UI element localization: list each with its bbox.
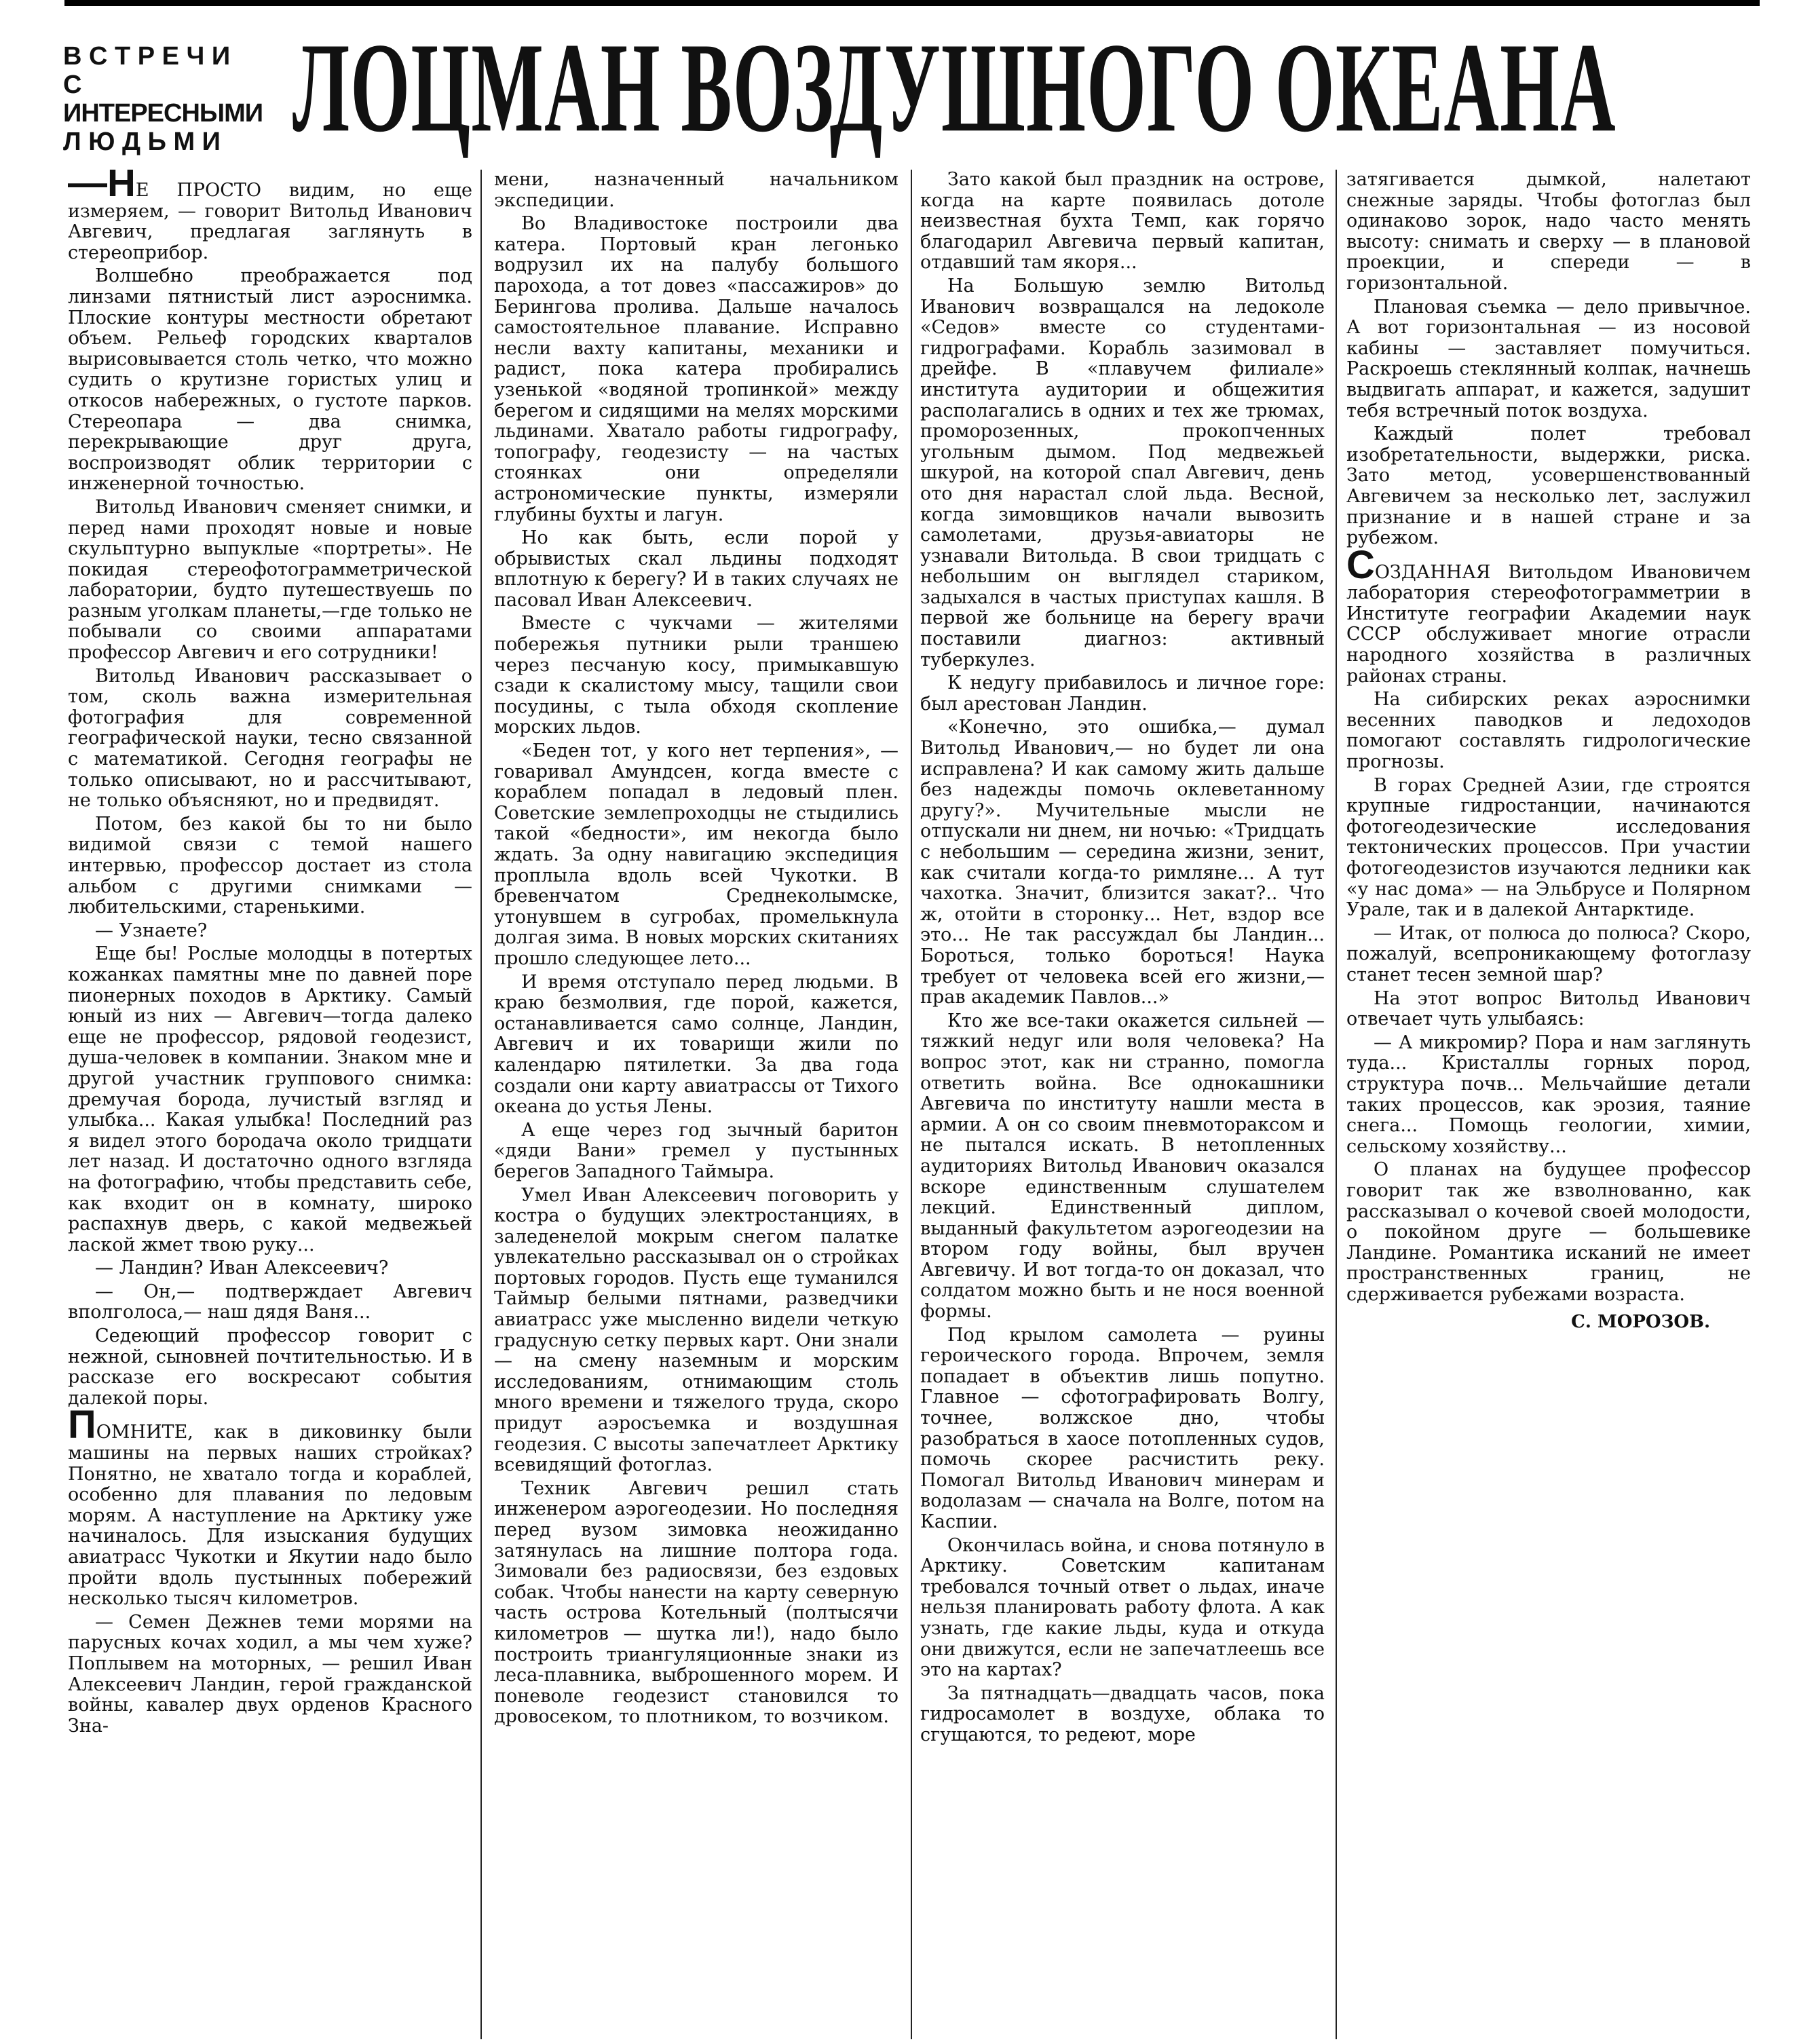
kicker-line: В С Т Р Е Ч И <box>63 42 231 71</box>
paragraph-text: Волшебно преображается под линзами пятнистый лист аэроснимка. Плоские контуры местности обретают объем. Рельеф городских кварталов вырисовывается столь четко, что можно судить о крутизне гористых улиц и откосов набережных, о густоте парков. Стереопара — два снимка, перекрывающие друг друга, воспроизводят облик территории с инженерной точностью. <box>68 265 472 495</box>
paragraph-text: — А микромир? Пора и нам заглянуть туда... Кристаллы горных пород, структура почв... Мельчайшие детали таких процессов, как эрозия, таяние снега... Помощь геологии, химии, сельскому хозяйству... <box>1346 1032 1751 1157</box>
article-paragraph <box>920 1011 1325 1323</box>
paragraph-text: «Беден тот, у кого нет терпения», — говаривал Амундсен, когда вместе с кораблем попадал в ледовый плен. Советские землепроходцы не стыдились такой «бедности», им некогда было ждать. За одну навигацию экспедиция проплыла вдоль всей Чукотки. В бревенчатом Среднеколымске, утонувшем в сугробах, промелькнула долгая зима. В новых морских скитаниях прошло следующее лето... <box>494 740 898 969</box>
top-rule <box>64 0 1760 6</box>
article-paragraph <box>494 741 898 970</box>
article-paragraph <box>494 613 898 738</box>
kicker-line: Л Ю Д Ь М И <box>63 128 221 156</box>
paragraph-text: Плановая съемка — дело привычное. А вот горизонтальная — из носовой кабины — заставляет помучиться. Раскроешь стеклянный колпак, начнешь выдвигать аппарат, и кажется, задушит тебя встречный поток воздуха. <box>1346 296 1751 421</box>
rubric-kicker <box>63 42 270 156</box>
article-paragraph <box>920 673 1325 715</box>
article-paragraph <box>1346 542 1751 687</box>
article-paragraph <box>494 972 898 1118</box>
article-paragraph <box>68 921 472 942</box>
author-signature: С. МОРОЗОВ. <box>1571 1312 1710 1333</box>
paragraph-text: Витольд Иванович рассказывает о том, сколь важна измерительная фотография для современной географической науки, тесно связанной с математикой. Сегодня географы не только описывают, но и рассчитывают, не только объясняют, но и предвидят. <box>68 665 472 812</box>
article-column-1 <box>68 170 472 2039</box>
paragraph-text: Во Владивостоке построили два катера. Портовый кран легонько водрузил их на палубу большого парохода, а тот довез «пассажиров» до Берингова пролива. Дальше началось самостоятельное плавание. Исправно несли вахту капитаны, механики и радист, пока катера пробирались узенькой «водяной тропинкой» между берегом и сидящими на мелях морскими льдинами. Хватало работы гидрографу, топографу, геодезисту — на частых стоянках они определяли астрономические пункты, измеряли глубины бухты и лагун. <box>494 213 898 525</box>
article-paragraph <box>920 276 1325 670</box>
article-paragraph <box>494 1120 898 1183</box>
article-paragraph <box>1346 424 1751 549</box>
article-paragraph <box>920 1536 1325 1681</box>
paragraph-text: Под крылом самолета — руины героического города. Впрочем, земля попадает в объектив лишь попутно. Главное — сфотографировать Волгу, точнее, волжское дно, чтобы разобраться в хаосе потопленных судов, помочь скорее расчистить реку. Помогал Витольд Иванович минерам и водолазам — сначала на Волге, потом на Каспии. <box>920 1324 1325 1532</box>
paragraph-text: ОМНИТЕ, как в диковинку были машины на первых наших стройках? Понятно, не хватало тогда и кораблей, особенно для плавания по ледовым морям. А наступление на Арктику уже начиналось. Для изыскания будущих авиатрасс Чукотки и Якутии надо было пройти вдоль пустынных побережий несколько тысяч километров. <box>68 1422 472 1610</box>
paragraph-text: И время отступало перед людьми. В краю безмолвия, где порой, кажется, останавливается само солнце, Ландин, Авгевич и их товарищи жили по календарю пятилетки. За два года создали они карту авиатрассы от Тихого океана до устья Лены. <box>494 971 898 1118</box>
drop-cap: —Н <box>68 170 136 205</box>
article-paragraph <box>68 1403 472 1610</box>
article-paragraph <box>1346 776 1751 921</box>
article-paragraph <box>68 1258 472 1279</box>
paragraph-text: Е ПРОСТО видим, но еще измеряем, — говорит Витольд Иванович Авгевич, предлагая заглянуть в стереоприбор. <box>68 180 472 263</box>
column-divider <box>1336 170 1337 2039</box>
paragraph-text: мени, назначенный начальником экспедиции. <box>494 170 898 211</box>
article-paragraph <box>494 1186 898 1476</box>
paragraph-text: О планах на будущее профессор говорит так же взволнованно, как рассказывал о кочевой своей молодости, о покойном друге — большевике Ландине. Романтика исканий не имеет пространственных границ, не сдерживается рубежами возраста. <box>1346 1159 1751 1305</box>
article-paragraph <box>68 1612 472 1737</box>
paragraph-text: — Итак, от полюса до полюса? Скоро, пожалуй, всепроникающему фотоглазу станет тесен земной шар? <box>1346 922 1751 985</box>
article-paragraph <box>920 1325 1325 1533</box>
article-paragraph <box>1346 1160 1751 1305</box>
drop-cap: С <box>1346 542 1375 587</box>
paragraph-text: На Большую землю Витольд Иванович возвращался на ледоколе «Седов» вместе со студентами-гидрографами. Корабль зазимовал в дрейфе. В «плавучем филиале» института аудитории и общежития располагались в одних и тех же трюмах, проморозенных, прокопченных угольным дымом. Под медвежьей шкурой, на которой спал Авгевич, день ото дня нарастал слой льда. Весной, когда зимовщиков начали вывозить самолетами, друзья-авиаторы не узнавали Витольда. В свои тридцать с небольшим он выглядел стариком, задыхался в частых приступах кашля. В первой же больнице на берегу врачи поставили диагноз: активный туберкулез. <box>920 275 1325 670</box>
article-paragraph <box>1346 297 1751 422</box>
kicker-line: С ИНТЕРЕСНЫМИ <box>63 71 263 128</box>
drop-cap: П <box>68 1403 96 1447</box>
paragraph-text: Кто же все-таки окажется сильней — тяжкий недуг или воля человека? На вопрос этот, как ни странно, помогла ответить война. Все однокашники Авгевича по институту нашли места в армии. А он со своим пневмотораксом и не пытался искать. В нетопленных аудиториях Витольд Иванович оказался вскоре единственным слушателем лекций. Единственный диплом, выданный факультетом аэрогеодезии на втором году войны, был вручен Авгевичу. И вот тогда-то он доказал, что солдатом можно быть и не нося военной формы. <box>920 1010 1325 1323</box>
paragraph-text: «Конечно, это ошибка,— думал Витольд Иванович,— но будет ли она исправлена? И как самому жить дальше без надежды помочь оклеветанному другу?». Мучительные мысли не отпускали ни днем, ни ночью: «Тридцать с небольшим — середина жизни, зенит, как считали когда-то римляне... А тут чахотка. Значит, близится закат?.. Что ж, отойти в сторонку... Нет, вздор все это... Не так рассуждал бы Ландин... Бороться, только бороться! Наука требует от человека всей его жизни,— прав академик Павлов...» <box>920 717 1325 1008</box>
paragraph-text: На этот вопрос Витольд Иванович отвечает чуть улыбаясь: <box>1346 987 1751 1030</box>
article-paragraph <box>68 1326 472 1409</box>
article-paragraph <box>920 170 1325 273</box>
column-divider <box>480 170 482 2039</box>
paragraph-text: Еще бы! Рослые молодцы в потертых кожанках памятны мне по давней поре пионерных походов в Арктику. Самый юный из них — Авгевич—тогда далеко еще не профессор, рядовой геодезист, душа-человек в компании. Знаком мне и другой участник группового снимка: дремучая борода, лучистый взгляд и улыбка... Какая улыбка! Последний раз я видел этого бородача около тридцати лет назад. И достаточно одного взгляда на фотографию, чтобы представить себе, как входит он в комнату, широко распахнув дверь, с какой медвежьей лаской жмет твою руку... <box>68 943 472 1255</box>
article-paragraph <box>68 666 472 812</box>
paragraph-text: — Он,— подтверждает Авгевич вполголоса,— наш дядя Ваня... <box>68 1281 472 1323</box>
paragraph-text: Техник Авгевич решил стать инженером аэрогеодезии. Но последняя перед вузом зимовка неожиданно затянулась на лишние полтора года. Зимовали без радиосвязи, без ездовых собак. Чтобы нанести на карту северную часть острова Котельный (полтысячи километров — шутка ли!), надо было построить триангуляционные знаки из леса-плавника, выброшенного морем. И поневоле геодезист становился то дровосеком, то плотником, то возчиком. <box>494 1477 898 1728</box>
paragraph-text: Но как быть, если порой у обрывистых скал льдины подходят вплотную к берегу? И в таких случаях не пасовал Иван Алексеевич. <box>494 527 898 611</box>
paragraph-text: — Узнаете? <box>95 920 208 941</box>
article-paragraph <box>68 497 472 664</box>
article-paragraph <box>1346 989 1751 1030</box>
article-paragraph <box>1346 924 1751 986</box>
article-column-2 <box>494 170 898 2039</box>
paragraph-text: К недугу прибавилось и личное горе: был арестован Ландин. <box>920 673 1325 715</box>
paragraph-text: — Ландин? Иван Алексеевич? <box>95 1257 389 1279</box>
paragraph-text: Умел Иван Алексеевич поговорить у костра о будущих электростанциях, в заледенелой мокрым снегом палатке увлекательно рассказывал он о стройках портовых городов. Пусть еще туманился Таймыр белыми пятнами, разведчики авиатрасс уже мысленно видели четкую градусную сетку первых карт. Они знали — на смену наземным и морским исследованиям, отнимающим столь много времени и тяжелого труда, скоро придут аэросъемка и воздушная геодезия. С высоты запечатлеет Арктику всевидящий фотоглаз. <box>494 1184 898 1476</box>
article-paragraph <box>920 717 1325 1008</box>
article-paragraph <box>1346 170 1751 295</box>
paragraph-text: Каждый полет требовал изобретательности, выдержки, риска. Зато метод, усовершенствованный Авгевичем за несколько лет, заслужил признание и в нашей стране и за рубежом. <box>1346 423 1751 549</box>
article-paragraph <box>494 1479 898 1728</box>
article-column-3 <box>920 170 1325 2039</box>
article-paragraph <box>68 170 472 263</box>
article-paragraph <box>920 1684 1325 1746</box>
paragraph-text: Витольд Иванович сменяет снимки, и перед нами проходят новые и новые скульптурно выпуклые «портреты». Не покидая стереофотограмметрической лаборатории, будто путешествуешь по разным уголкам планеты,—где только не побывали со своими аппаратами профессор Авгевич и его сотрудники! <box>68 496 472 664</box>
column-divider <box>911 170 912 2039</box>
article-paragraph <box>494 528 898 611</box>
paragraph-text: А еще через год зычный баритон «дяди Вани» гремел у пустынных берегов Западного Таймыра. <box>494 1119 898 1182</box>
article-paragraph <box>1346 1033 1751 1158</box>
paragraph-text: Седеющий профессор говорит с нежной, сыновней почтительностью. И в рассказе его воскресают события далекой поры. <box>68 1325 472 1409</box>
article-paragraph <box>1346 689 1751 772</box>
paragraph-text: ОЗДАННАЯ Витольдом Ивановичем лаборатория стереофотограмметрии в Институте географии Академии наук СССР обслуживает многие отрасли народного хозяйства в различных районах страны. <box>1346 561 1751 687</box>
paragraph-text: Потом, без какой бы то ни было видимой связи с темой нашего интервью, профессор достает из стола альбом с другими снимками — любительскими, старенькими. <box>68 813 472 918</box>
article-column-4 <box>1346 170 1751 2039</box>
paragraph-text: За пятнадцать—двадцать часов, пока гидросамолет в воздухе, облака то сгущаются, то редеют, море <box>920 1682 1325 1745</box>
paragraph-text: Зато какой был праздник на острове, когда на карте появилась дотоле неизвестная бухта Темп, как горячо благодарил Авгевича первый капитан, отдавший там якоря... <box>920 170 1325 273</box>
paragraph-text: Вместе с чукчами — жителями побережья путники рыли траншею через песчаную косу, примыкавшую сзади к скалистому мысу, тащили свои посудины, с тыла обходя скопление морских льдов. <box>494 613 898 738</box>
headline-text: ЛОЦМАН ВОЗДУШНОГО ОКЕАНА <box>292 16 1616 159</box>
paragraph-text: На сибирских реках аэроснимки весенних паводков и ледоходов помогают составлять гидрологические прогнозы. <box>1346 689 1751 773</box>
paragraph-text: В горах Средней Азии, где строятся крупные гидростанции, начинаются фотогеодезические исследования тектонических процессов. При участии фотогеодезистов изучаются ледники как «у нас дома» — на Эльбрусе и Полярном Урале, так и в далекой Антарктиде. <box>1346 774 1751 921</box>
article-paragraph <box>68 1282 472 1323</box>
article-paragraph <box>68 266 472 495</box>
article-paragraph <box>68 944 472 1255</box>
article-paragraph <box>68 814 472 918</box>
article-paragraph <box>494 214 898 525</box>
paragraph-text: — Семен Дежнев теми морями на парусных кочах ходил, а мы чем хуже? Поплывем на моторных, — решил Иван Алексеевич Ландин, герой гражданской войны, кавалер двух орденов Красного Зна- <box>68 1611 472 1737</box>
article-paragraph <box>494 170 898 211</box>
headline <box>292 16 1745 159</box>
paragraph-text: затягивается дымкой, налетают снежные заряды. Чтобы фотоглаз был одинаково зорок, надо часто менять высоту: снимать и сверху — в плановой проекции, и спереди — в горизонтальной. <box>1346 170 1751 294</box>
paragraph-text: Окончилась война, и снова потянуло в Арктику. Советским капитанам требовался точный ответ о льдах, иначе нельзя планировать работу флота. А как узнать, где какие льды, куда и откуда они движутся, если не запечатлеешь все это на картах? <box>920 1534 1325 1681</box>
